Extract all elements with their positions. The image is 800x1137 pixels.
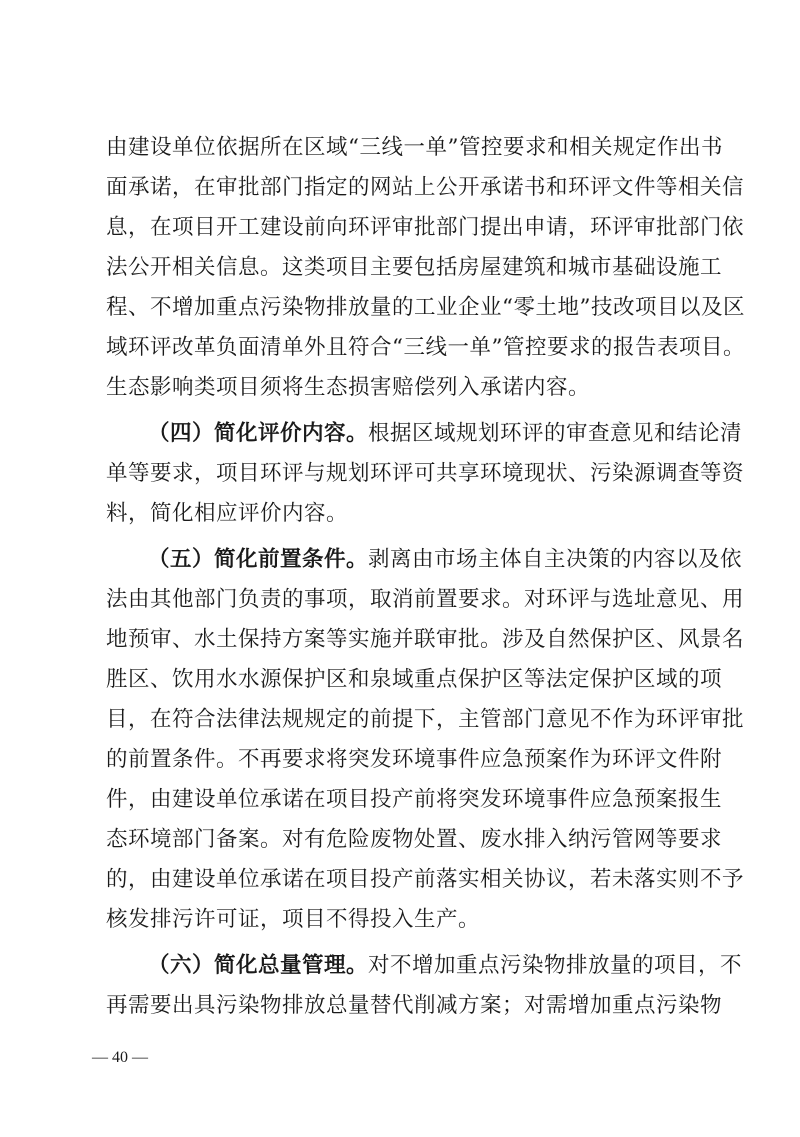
section-heading: （六）简化总量管理。 — [148, 953, 369, 978]
text-line: 件，由建设单位承诺在项目投产前将突发环境事件应急预案报生 — [106, 787, 723, 812]
text-line — [106, 540, 743, 580]
text-line: 法公开相关信息。这类项目主要包括房屋建筑和城市基础设施工 — [106, 255, 723, 280]
body-text — [106, 128, 745, 1032]
text-line: 目，在符合法律法规规定的前提下，主管部门意见不作为环评审批 — [106, 707, 745, 732]
text-line: 料，简化相应评价内容。 — [106, 501, 349, 526]
section-heading: （四）简化评价内容。 — [148, 421, 369, 446]
paragraph-simplify-evaluation — [106, 414, 745, 534]
text-line: 域环评改革负面清单外且符合“三线一单”管控要求的报告表项目。 — [106, 335, 745, 360]
text-line: 胜区、饮用水水源保护区和泉域重点保护区等法定保护区域的项 — [106, 667, 723, 692]
text-line: 息，在项目开工建设前向环评审批部门提出申请，环评审批部门依 — [106, 215, 745, 240]
text-line: 由建设单位依据所在区域“三线一单”管控要求和相关规定作出书 — [106, 135, 723, 160]
section-heading: （五）简化前置条件。 — [148, 547, 369, 572]
text-run: 剥离由市场主体自主决策的内容以及依 — [368, 547, 743, 572]
text-line: 态环境部门备案。对有危险废物处置、废水排入纳污管网等要求 — [106, 827, 723, 852]
paragraph-simplify-total-management — [106, 946, 743, 1026]
text-line: 核发排污许可证，项目不得投入生产。 — [106, 907, 481, 932]
text-run: 对不增加重点污染物排放量的项目，不 — [368, 953, 743, 978]
paragraph-1 — [106, 128, 745, 408]
text-line: 程、不增加重点污染物排放量的工业企业“零土地”技改项目以及区 — [106, 295, 745, 320]
text-run: 根据区域规划环评的审查意见和结论清 — [368, 421, 743, 446]
text-line: 地预审、水土保持方案等实施并联审批。涉及自然保护区、风景名 — [106, 627, 745, 652]
text-line: 面承诺，在审批部门指定的网站上公开承诺书和环评文件等相关信 — [106, 175, 745, 200]
text-line: 法由其他部门负责的事项，取消前置要求。对环评与选址意见、用 — [106, 587, 745, 612]
paragraph-simplify-preconditions — [106, 540, 745, 940]
page-number: — 40 — — [92, 1049, 148, 1066]
text-line: 生态影响类项目须将生态损害赔偿列入承诺内容。 — [106, 375, 591, 400]
text-line — [106, 946, 743, 986]
text-line: 再需要出具污染物排放总量替代削减方案；对需增加重点污染物 — [106, 993, 723, 1018]
text-line — [106, 414, 743, 454]
text-line: 的，由建设单位承诺在项目投产前落实相关协议，若未落实则不予 — [106, 867, 745, 892]
text-line: 单等要求，项目环评与规划环评可共享环境现状、污染源调查等资 — [106, 461, 745, 486]
text-line: 的前置条件。不再要求将突发环境事件应急预案作为环评文件附 — [106, 747, 723, 772]
